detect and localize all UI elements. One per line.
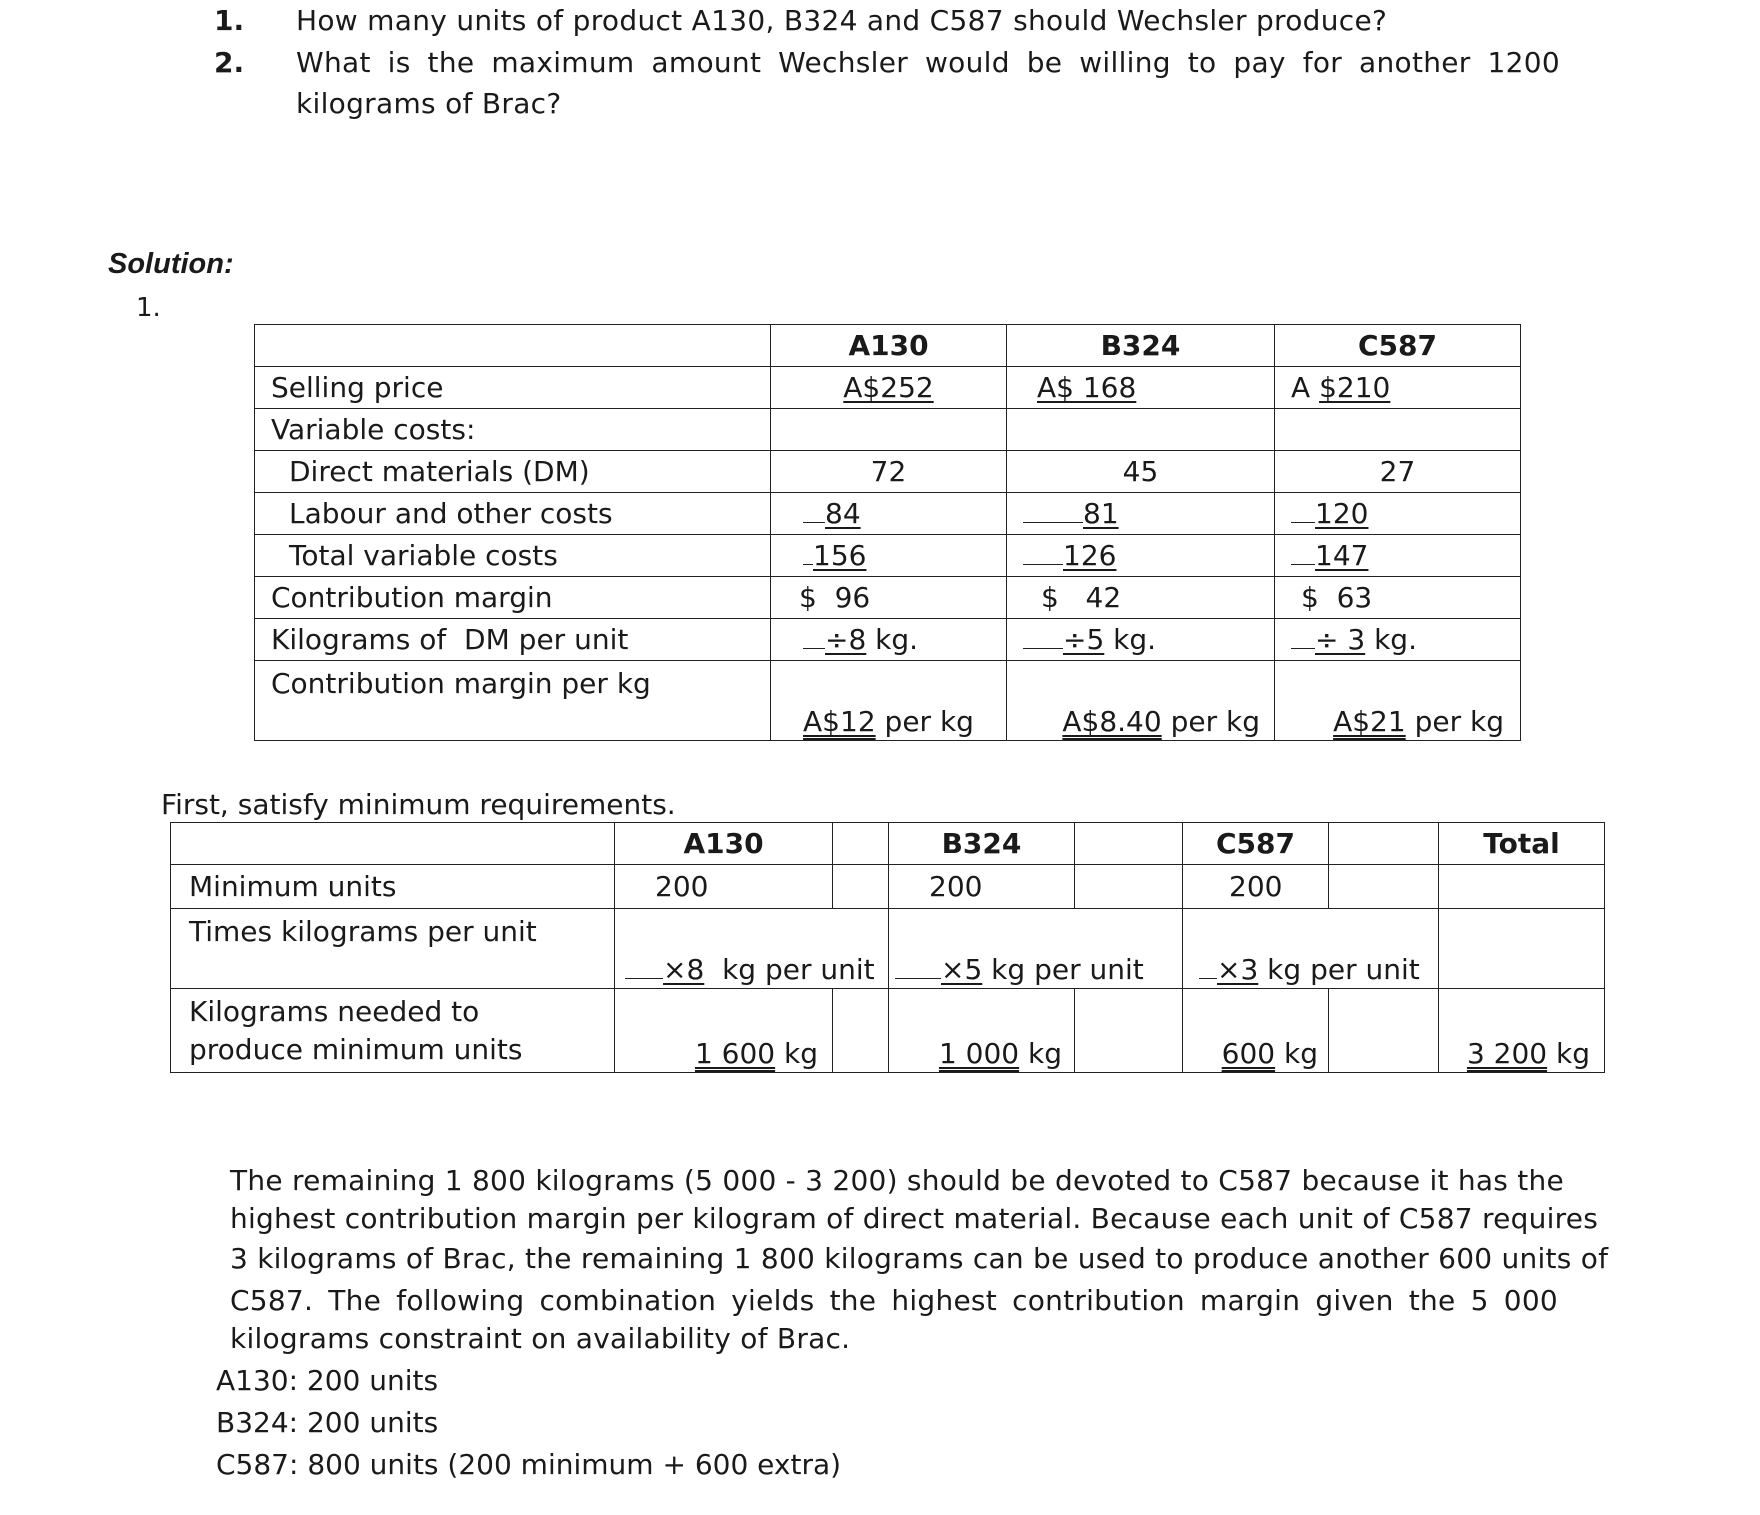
times-kg-b324: ×5 bbox=[941, 953, 983, 986]
table1-header-blank bbox=[255, 325, 771, 367]
contribution-margin-a130: $ 96 bbox=[771, 577, 1007, 619]
table1-header-a130: A130 bbox=[771, 325, 1007, 367]
cm-per-kg-a130-unit: per kg bbox=[875, 705, 974, 738]
kg-needed-a130-unit: kg bbox=[775, 1037, 818, 1070]
kg-per-unit-a130: ÷8 bbox=[825, 623, 867, 656]
plan-item-b324: B324: 200 units bbox=[216, 1406, 439, 1439]
selling-price-c587-prefix: A bbox=[1291, 371, 1320, 404]
total-variable-costs-c587: 147 bbox=[1315, 539, 1369, 572]
labour-costs-c587: 120 bbox=[1315, 497, 1369, 530]
total-variable-costs-b324: 126 bbox=[1063, 539, 1117, 572]
selling-price-a130: A$252 bbox=[843, 371, 934, 404]
cm-per-kg-c587-unit: per kg bbox=[1405, 705, 1504, 738]
minimum-units-b324: 200 bbox=[889, 865, 1075, 909]
paragraph-line-3: 3 kilograms of Brac, the remaining 1 800 kilograms can be used to produce another 600 units of bbox=[230, 1242, 1609, 1275]
cm-per-kg-a130: A$12 bbox=[803, 705, 876, 738]
kg-per-unit-label: Kilograms of DM per unit bbox=[255, 619, 771, 661]
minimum-units-label: Minimum units bbox=[171, 865, 615, 909]
times-kg-a130-unit: kg per unit bbox=[704, 953, 875, 986]
labour-costs-label: Labour and other costs bbox=[255, 493, 771, 535]
table1-header-b324: B324 bbox=[1007, 325, 1275, 367]
minimum-units-a130: 200 bbox=[615, 865, 833, 909]
times-kg-label: Times kilograms per unit bbox=[189, 915, 537, 948]
question-2-text-line1: What is the maximum amount Wechsler would be willing to pay for another 1200 bbox=[296, 46, 1560, 79]
kg-per-unit-c587: ÷ 3 bbox=[1315, 623, 1366, 656]
minimum-units-c587: 200 bbox=[1183, 865, 1329, 909]
paragraph-line-1: The remaining 1 800 kilograms (5 000 - 3 200) should be devoted to C587 because it has the bbox=[230, 1164, 1564, 1197]
kg-needed-label-line2: produce minimum units bbox=[189, 1033, 523, 1066]
plan-item-c587: C587: 800 units (200 minimum + 600 extra) bbox=[216, 1448, 842, 1481]
kg-needed-a130: 1 600 bbox=[694, 1037, 776, 1070]
direct-materials-c587: 27 bbox=[1275, 451, 1521, 493]
question-1-text: How many units of product A130, B324 and C587 should Wechsler produce? bbox=[296, 4, 1388, 37]
table1-header-c587: C587 bbox=[1275, 325, 1521, 367]
total-variable-costs-a130: 156 bbox=[813, 539, 867, 572]
labour-costs-a130: 84 bbox=[825, 497, 861, 530]
question-1-number: 1. bbox=[214, 4, 245, 37]
paragraph-line-4: C587. The following combination yields the highest contribution margin given the 5 000 bbox=[230, 1284, 1558, 1317]
kg-needed-label-line1: Kilograms needed to bbox=[189, 995, 480, 1028]
paragraph-line-2: highest contribution margin per kilogram of direct material. Because each unit of C587 requires bbox=[230, 1202, 1599, 1235]
question-2-number: 2. bbox=[214, 46, 245, 79]
paragraph-line-5: kilograms constraint on availability of Brac. bbox=[230, 1322, 851, 1355]
kg-per-unit-b324: ÷5 bbox=[1063, 623, 1105, 656]
times-kg-c587: ×3 bbox=[1217, 953, 1259, 986]
kg-per-unit-c587-unit: kg. bbox=[1365, 623, 1417, 656]
kg-needed-total-unit: kg bbox=[1547, 1037, 1590, 1070]
kg-per-unit-a130-unit: kg. bbox=[866, 623, 919, 656]
contribution-margin-label: Contribution margin bbox=[255, 577, 771, 619]
variable-costs-label: Variable costs: bbox=[255, 409, 771, 451]
plan-item-a130: A130: 200 units bbox=[216, 1364, 439, 1397]
cm-per-kg-label: Contribution margin per kg bbox=[271, 667, 651, 700]
kg-needed-b324: 1 000 bbox=[938, 1037, 1020, 1070]
cm-per-kg-b324-unit: per kg bbox=[1161, 705, 1260, 738]
selling-price-c587: $210 bbox=[1319, 371, 1391, 404]
kg-per-unit-b324-unit: kg. bbox=[1104, 623, 1157, 656]
kg-needed-total: 3 200 bbox=[1466, 1037, 1548, 1070]
selling-price-b324: A$ 168 bbox=[1037, 371, 1137, 404]
contribution-margin-c587: $ 63 bbox=[1275, 577, 1521, 619]
cm-per-kg-c587: A$21 bbox=[1333, 705, 1406, 738]
table2-header-b324: B324 bbox=[889, 823, 1075, 865]
contribution-margin-table bbox=[254, 324, 1521, 741]
times-kg-a130: ×8 bbox=[663, 953, 705, 986]
direct-materials-b324: 45 bbox=[1007, 451, 1275, 493]
labour-costs-b324: 81 bbox=[1083, 497, 1119, 530]
contribution-margin-b324: $ 42 bbox=[1007, 577, 1275, 619]
times-kg-c587-unit: kg per unit bbox=[1258, 953, 1420, 986]
table2-header-c587: C587 bbox=[1183, 823, 1329, 865]
kg-needed-c587: 600 bbox=[1221, 1037, 1276, 1070]
direct-materials-a130: 72 bbox=[771, 451, 1007, 493]
solution-step-number: 1. bbox=[136, 293, 161, 323]
kg-needed-b324-unit: kg bbox=[1019, 1037, 1062, 1070]
total-variable-costs-label: Total variable costs bbox=[255, 535, 771, 577]
times-kg-b324-unit: kg per unit bbox=[982, 953, 1144, 986]
minimum-requirements-table bbox=[170, 822, 1605, 1073]
table2-header-total: Total bbox=[1439, 823, 1605, 865]
question-2-text-line2: kilograms of Brac? bbox=[296, 87, 562, 120]
direct-materials-label: Direct materials (DM) bbox=[255, 451, 771, 493]
solution-heading: Solution: bbox=[108, 248, 234, 280]
table2-header-a130: A130 bbox=[615, 823, 833, 865]
kg-needed-c587-unit: kg bbox=[1275, 1037, 1318, 1070]
minimum-requirements-note: First, satisfy minimum requirements. bbox=[161, 788, 676, 821]
cm-per-kg-b324: A$8.40 bbox=[1062, 705, 1162, 738]
selling-price-label: Selling price bbox=[255, 367, 771, 409]
